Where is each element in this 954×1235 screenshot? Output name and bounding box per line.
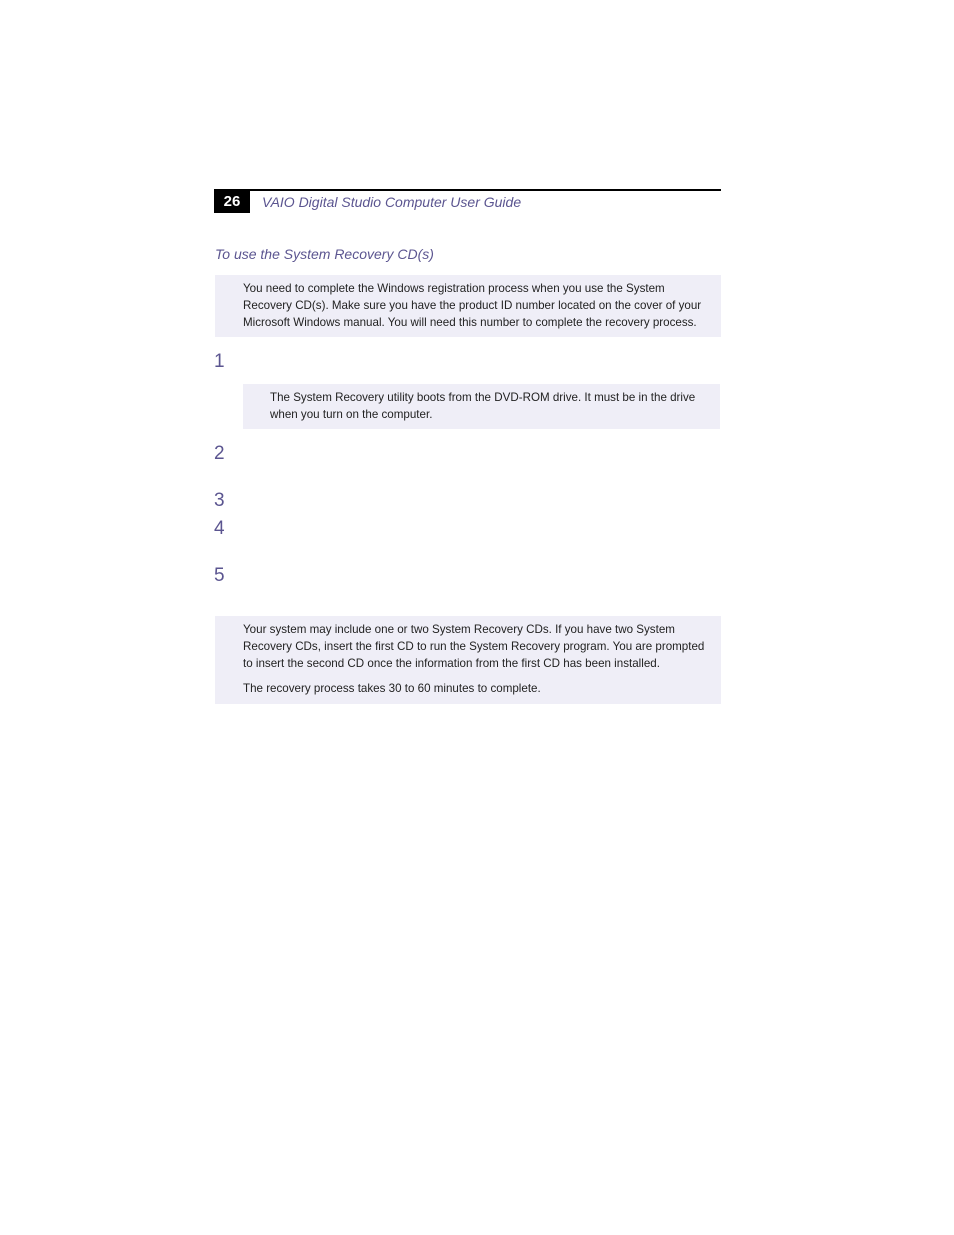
step-number-1: 1 [214, 351, 225, 372]
note-dvd-boot [243, 384, 720, 429]
note-dvd-boot-text: The System Recovery utility boots from the DVD-ROM drive. It must be in the drive when you turn on the computer. [270, 391, 696, 421]
note-registration [215, 275, 721, 337]
note-registration-text: You need to complete the Windows registration process when you use the System Recovery CD(s). Make sure you have the product ID number located on the cover of your Microsoft Windows manual. You will need this number to complete the recovery process. [243, 282, 702, 329]
step-number-4: 4 [214, 518, 225, 539]
running-title: VAIO Digital Studio Computer User Guide [262, 194, 522, 210]
section-heading: To use the System Recovery CD(s) [215, 246, 434, 262]
step-number-2: 2 [214, 443, 225, 464]
step-number-3: 3 [214, 490, 225, 511]
note-recovery-cds [215, 616, 721, 704]
step-number-5: 5 [214, 565, 225, 586]
page-number: 26 [214, 191, 250, 213]
note-multiple-cds-text: Your system may include one or two System Recovery CDs. If you have two System Recovery CDs, insert the first CD to run the System Recovery program. You are prompted to insert the second CD once the information from the first CD has been installed. [243, 623, 705, 670]
note-duration-text: The recovery process takes 30 to 60 minutes to complete. [243, 682, 541, 695]
header-rule [214, 189, 721, 191]
